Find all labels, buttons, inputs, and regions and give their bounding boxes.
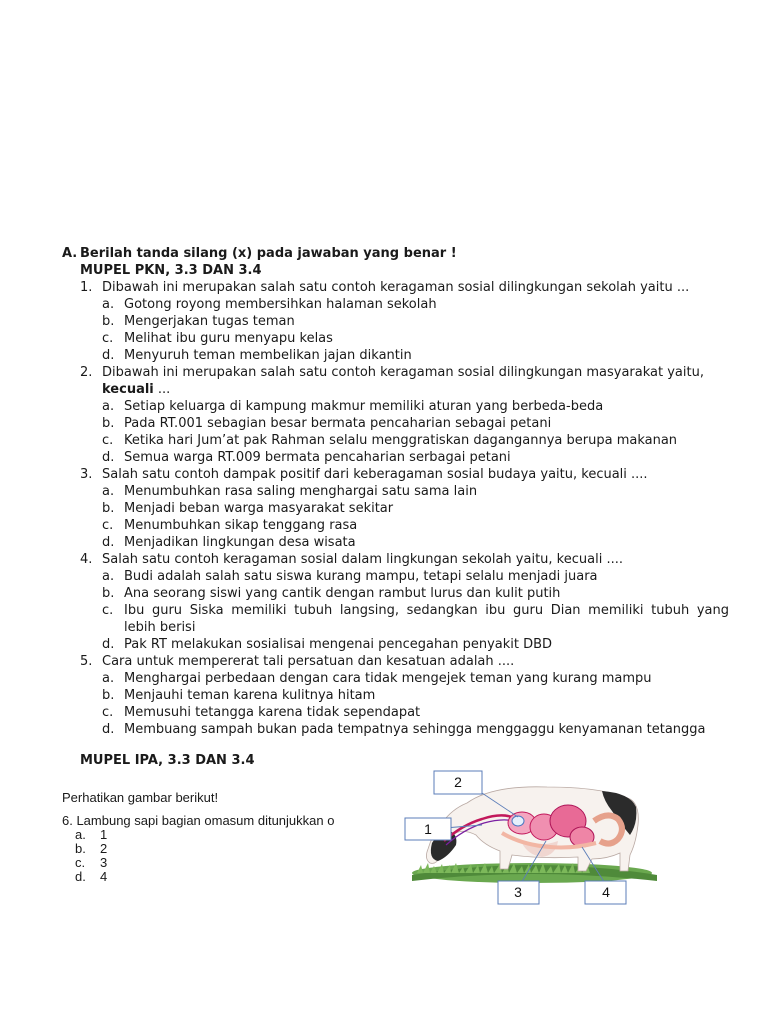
option-text: Ana seorang siswi yang cantik dengan rambut lurus dan kulit putih [124, 586, 561, 601]
option-text: 4 [100, 869, 108, 884]
option-letter: b. [102, 314, 115, 329]
question-number: 5. [80, 654, 93, 669]
label-box-2 [434, 771, 482, 794]
option-text: 3 [100, 855, 108, 870]
option-text: Ketika hari Jum’at pak Rahman selalu menggratiskan dagangannya berupa makanan [124, 433, 678, 448]
option-letter: d. [102, 637, 115, 652]
question-number: 2. [80, 365, 93, 380]
label-box-3 [498, 881, 539, 904]
option-letter: d. [102, 450, 115, 465]
question-6-text: 6. Lambung sapi bagian omasum ditunjukkan o [62, 813, 335, 828]
option-text: Setiap keluarga di kampung makmur memiliki aturan yang berbeda-beda [124, 399, 604, 414]
option-text: Menumbuhkan rasa saling menghargai satu sama lain [124, 484, 478, 499]
option-text: Gotong royong membersihkan halaman sekolah [124, 297, 437, 312]
option-letter: d. [102, 348, 115, 363]
question-text: Salah satu contoh dampak positif dari keberagaman sosial budaya yaitu, kecuali .... [102, 467, 648, 482]
question-text-continuation [102, 381, 170, 398]
label-text-3: 3 [514, 884, 522, 900]
option-letter: a. [102, 569, 115, 584]
option-text: Menumbuhkan sikap tenggang rasa [124, 518, 358, 533]
option-text: Memusuhi tetangga karena tidak sependapat [124, 705, 421, 720]
question-text: Cara untuk mempererat tali persatuan dan kesatuan adalah .... [102, 654, 515, 669]
option-text: Melihat ibu guru menyapu kelas [124, 331, 333, 346]
option-text: 2 [100, 841, 108, 856]
ipa-heading: MUPEL IPA, 3.3 DAN 3.4 [80, 753, 255, 768]
pkn-heading: MUPEL PKN, 3.3 DAN 3.4 [80, 263, 262, 278]
label-text-1: 1 [424, 821, 432, 837]
option-letter: a. [102, 399, 115, 414]
option-letter: d. [102, 722, 115, 737]
option-letter: c. [102, 603, 114, 618]
option-letter: a. [102, 671, 115, 686]
option-letter: a. [102, 484, 115, 499]
option-letter: c. [102, 433, 114, 448]
option-letter: b. [102, 416, 115, 431]
label-text-4: 4 [602, 884, 610, 900]
label-box-4 [585, 881, 626, 904]
option-text: Menghargai perbedaan dengan cara tidak mengejek teman yang kurang mampu [124, 671, 652, 686]
option-letter: d. [75, 869, 86, 884]
option-letter: c. [75, 855, 86, 870]
figure-intro: Perhatikan gambar berikut! [62, 790, 219, 805]
emphasis-kecuali: kecuali [102, 382, 154, 397]
question-text: Dibawah ini merupakan salah satu contoh keragaman sosial dilingkungan sekolah yaitu ... [102, 280, 690, 295]
option-text: Membuang sampah bukan pada tempatnya sehingga menggaggu kenyamanan tetangga [124, 722, 706, 737]
option-letter: a. [75, 827, 86, 842]
option-text: Menjadikan lingkungan desa wisata [124, 535, 356, 550]
option-text: Mengerjakan tugas teman [124, 314, 295, 329]
option-letter: c. [102, 518, 114, 533]
option-text: Pak RT melakukan sosialisai mengenai pencegahan penyakit DBD [124, 637, 553, 652]
question-number: 1. [80, 280, 93, 295]
option-letter: c. [102, 331, 114, 346]
option-text: Menjadi beban warga masyarakat sekitar [124, 501, 394, 516]
option-letter: b. [102, 586, 115, 601]
section-letter: A. [62, 246, 78, 261]
option-letter: b. [102, 688, 115, 703]
cow-stomach-figure [372, 763, 672, 915]
option-text-continuation: lebih berisi [124, 620, 196, 635]
option-text: 1 [100, 827, 108, 842]
option-letter: d. [102, 535, 115, 550]
question-text-tail: ... [153, 382, 171, 397]
option-letter: b. [75, 841, 86, 856]
label-text-2: 2 [454, 774, 462, 790]
section-instruction: Berilah tanda silang (x) pada jawaban yang benar ! [80, 246, 457, 261]
option-letter: c. [102, 705, 114, 720]
option-text: Semua warga RT.009 bermata pencaharian serbagai petani [124, 450, 511, 465]
option-text: Pada RT.001 sebagian besar bermata pencaharian sebagai petani [124, 416, 552, 431]
option-text: Budi adalah salah satu siswa kurang mampu, tetapi selalu menjadi juara [124, 569, 598, 584]
option-letter: b. [102, 501, 115, 516]
option-text: Menjauhi teman karena kulitnya hitam [124, 688, 376, 703]
label-box-1 [405, 818, 451, 840]
option-letter: a. [102, 297, 115, 312]
question-text: Salah satu contoh keragaman sosial dalam lingkungan sekolah yaitu, kecuali .... [102, 552, 623, 567]
question-number: 3. [80, 467, 93, 482]
question-text: Dibawah ini merupakan salah satu contoh keragaman sosial dilingkungan masyarakat yaitu, [102, 365, 704, 380]
option-text: Ibu guru Siska memiliki tubuh langsing, sedangkan ibu guru Dian memiliki tubuh yang [124, 603, 729, 618]
option-text: Menyuruh teman membelikan jajan dikantin [124, 348, 412, 363]
question-number: 4. [80, 552, 93, 567]
